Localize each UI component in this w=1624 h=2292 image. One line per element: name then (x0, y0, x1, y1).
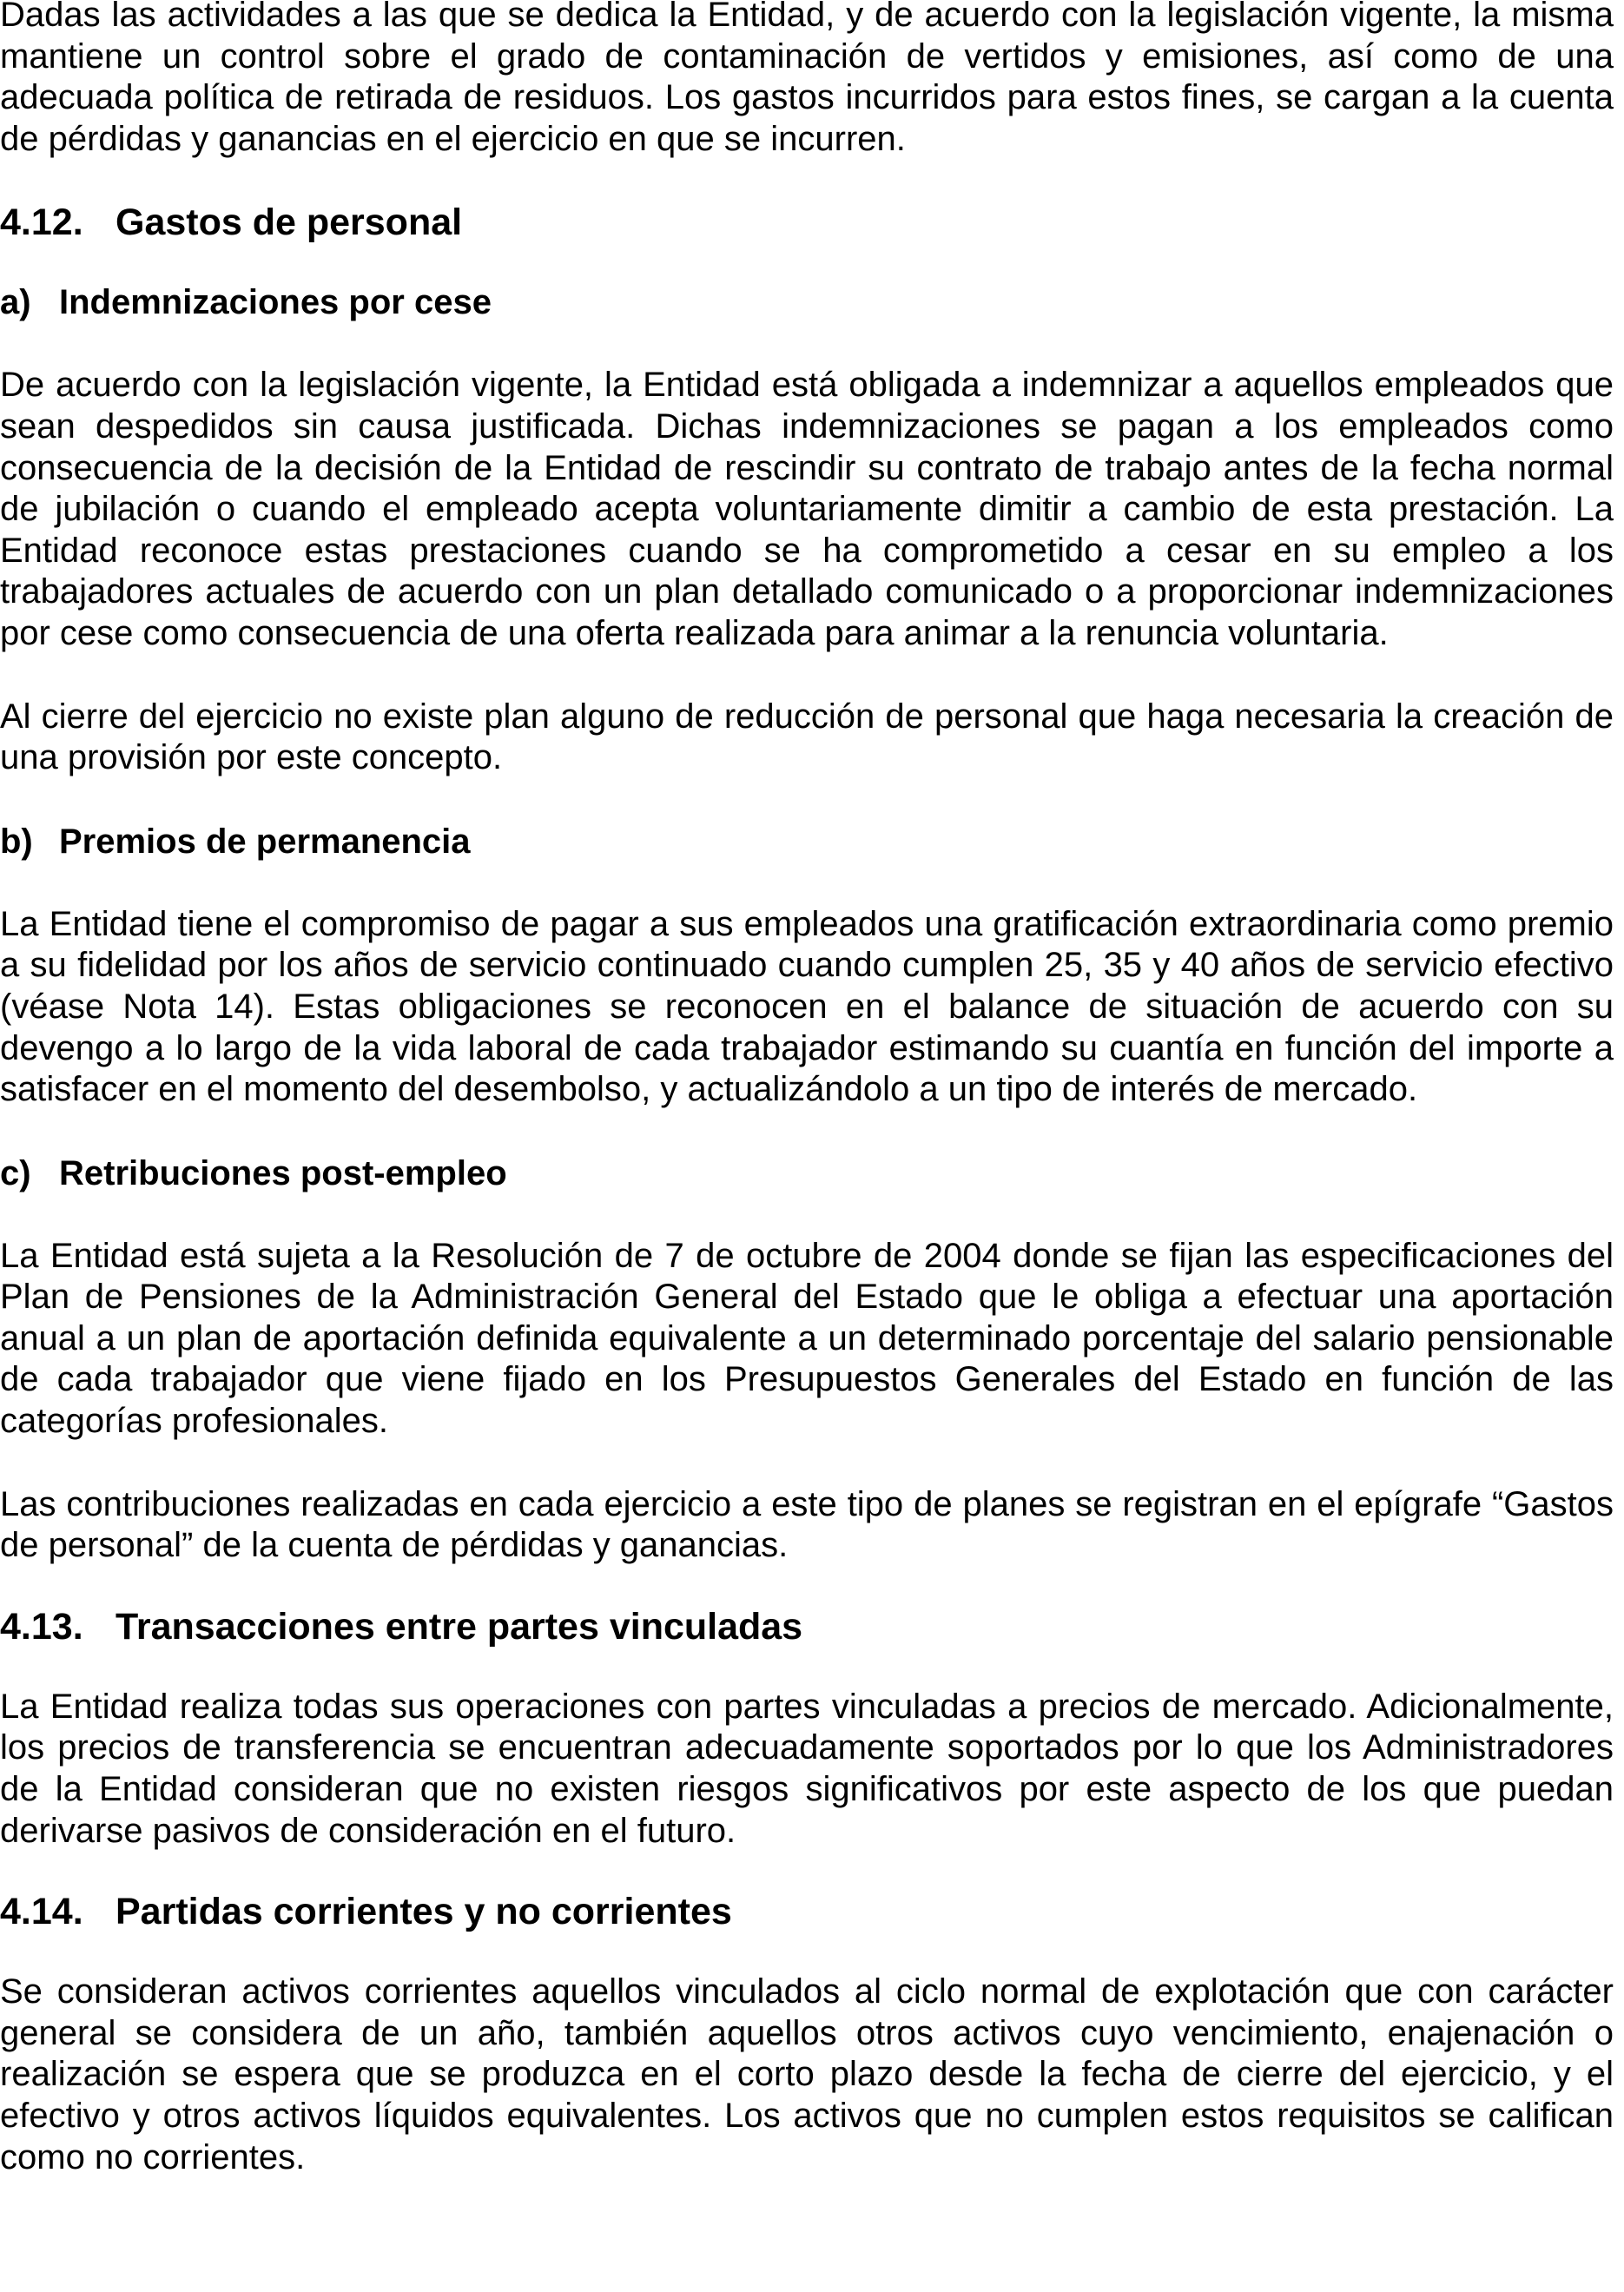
paragraph-indemnizaciones-2: Al cierre del ejercicio no existe plan alguno de reducción de personal que haga necesaria la creación de una provisión por este concepto. (0, 697, 1614, 777)
paragraph-partidas: Se consideran activos corrientes aquellos vinculados al ciclo normal de explotación que con carácter general se considera de un año, también aquellos otros activos cuyo vencimiento, enajenación o realización se espera que se produzca en el corto plazo desde la fecha de cierre del ejercicio, y el efectivo y otros activos líquidos equivalentes. Los activos que no cumplen estos requisitos se califican como no corrientes. (0, 1972, 1614, 2176)
section-number: 4.13. (0, 1605, 83, 1648)
paragraph-retribuciones-2: Las contribuciones realizadas en cada ejercicio a este tipo de planes se registran en el epígrafe “Gastos de personal” de la cuenta de pérdidas y ganancias. (0, 1484, 1614, 1565)
subheading-title: Indemnizaciones por cese (59, 283, 492, 322)
section-heading-4-13 (0, 1605, 1614, 1648)
paragraph-transacciones: La Entidad realiza todas sus operaciones con partes vinculadas a precios de mercado. Adicionalmente, los precios de transferencia se encuentran adecuadamente soportados por lo que los Administradores de la Entidad consideran que no existen riesgos significativos por este aspecto de los que puedan derivarse pasivos de consideración en el futuro. (0, 1687, 1614, 1850)
section-heading-4-12 (0, 201, 1614, 244)
subheading-title: Premios de permanencia (59, 822, 471, 861)
section-number: 4.12. (0, 201, 83, 244)
subheading-title: Retribuciones post-empleo (59, 1153, 507, 1192)
subheading-letter: c) (0, 1153, 31, 1192)
subheading-a (0, 281, 1614, 323)
subheading-b (0, 821, 1614, 862)
section-title: Transacciones entre partes vinculadas (116, 1605, 803, 1648)
subheading-c (0, 1153, 1614, 1194)
section-title: Gastos de personal (116, 201, 463, 244)
paragraph-retribuciones-1: La Entidad está sujeta a la Resolución de 7 de octubre de 2004 donde se fijan las especificaciones del Plan de Pensiones de la Administración General del Estado que le obliga a efectuar una aportación anual a un plan de aportación definida equivalente a un determinado porcentaje del salario pensionable de cada trabajador que viene fijado en los Presupuestos Generales del Estado en función de las categorías profesionales. (0, 1236, 1614, 1441)
intro-paragraph: Dadas las actividades a las que se dedica la Entidad, y de acuerdo con la legislación vigente, la misma mantiene un control sobre el grado de contaminación de vertidos y emisiones, así como de una adecuada política de retirada de residuos. Los gastos incurridos para estos fines, se cargan a la cuenta de pérdidas y ganancias en el ejercicio en que se incurren. (0, 0, 1614, 158)
section-heading-4-14 (0, 1890, 1614, 1933)
paragraph-indemnizaciones-1: De acuerdo con la legislación vigente, la Entidad está obligada a indemnizar a aquellos empleados que sean despedidos sin causa justificada. Dichas indemnizaciones se pagan a los empleados como consecuencia de la decisión de la Entidad de rescindir su contrato de trabajo antes de la fecha normal de jubilación o cuando el empleado acepta voluntariamente dimitir a cambio de esta prestación. La Entidad reconoce estas prestaciones cuando se ha comprometido a cesar en su empleo a los trabajadores actuales de acuerdo con un plan detallado comunicado o a proporcionar indemnizaciones por cese como consecuencia de una oferta realizada para animar a la renuncia voluntaria. (0, 366, 1614, 652)
subheading-letter: b) (0, 822, 33, 861)
section-number: 4.14. (0, 1891, 83, 1933)
paragraph-premios: La Entidad tiene el compromiso de pagar a sus empleados una gratificación extraordinaria como premio a su fidelidad por los años de servicio continuado cuando cumplen 25, 35 y 40 años de servicio efectivo (véase Nota 14). Estas obligaciones se reconocen en el balance de situación de acuerdo con su devengo a lo largo de la vida laboral de cada trabajador estimando su cuantía en función del importe a satisfacer en el momento del desembolso, y actualizándolo a un tipo de interés de mercado. (0, 904, 1614, 1109)
subheading-letter: a) (0, 283, 31, 322)
section-title: Partidas corrientes y no corrientes (116, 1891, 732, 1933)
